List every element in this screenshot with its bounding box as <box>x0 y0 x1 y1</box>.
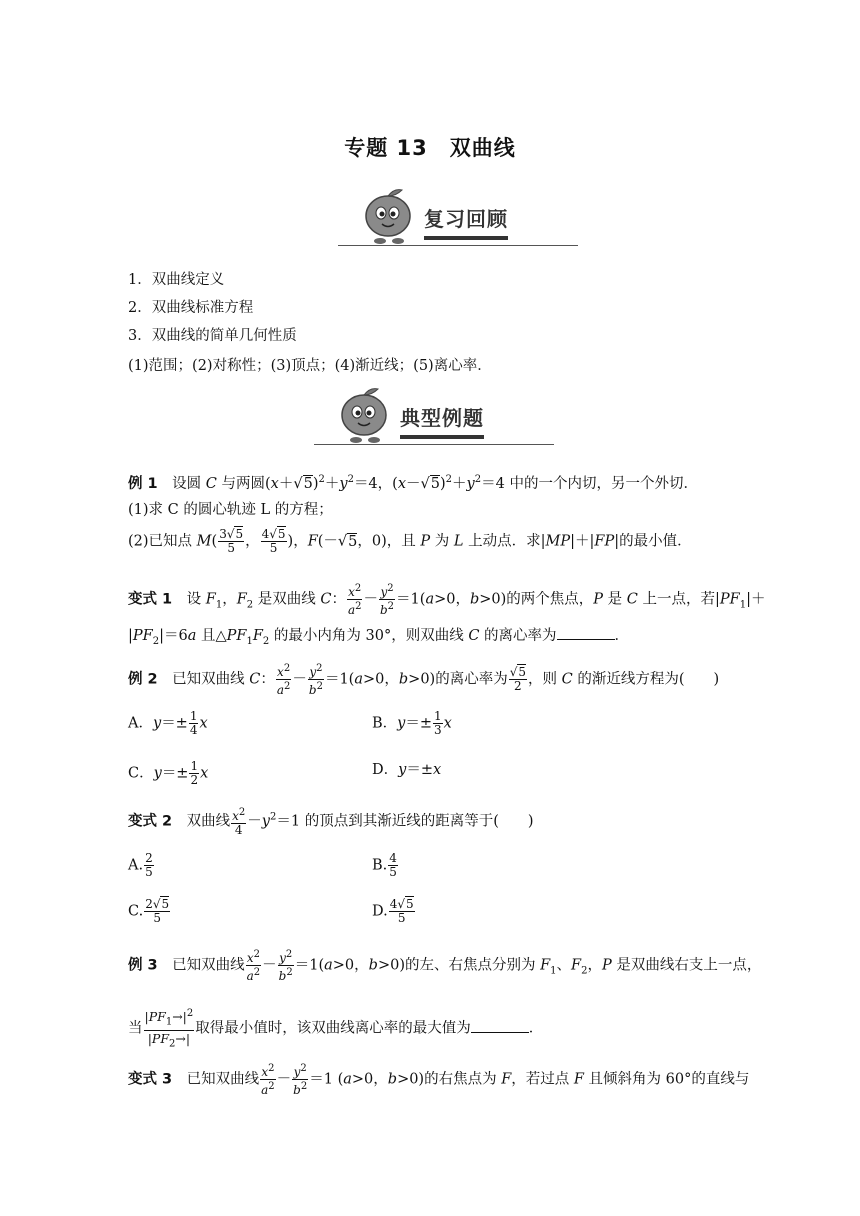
example-1-part-1: (1)求 C 的圆心轨迹 L 的方程； <box>128 502 333 518</box>
variant-2-option-b[interactable]: B. $\frac{4}{5}$ <box>372 851 397 879</box>
variant-label: 变式 1 <box>128 591 173 608</box>
example-1-stem: 例 1 设圆 C 与两圆$(x+√5)^2+y^2=4$，$(x-√5)^2+y^2=4$ 中的一个内切，另一个外切． <box>128 474 698 492</box>
apple-mascot-icon <box>334 385 394 445</box>
apple-mascot-icon <box>358 186 418 246</box>
review-item: 3．双曲线的简单几何性质 <box>128 328 297 344</box>
example-label: 例 3 <box>128 957 158 974</box>
example-2-stem: 例 2 已知双曲线 C： $\frac{x^2}{a^2}$ － $\frac{y^2}{b^2}$ ＝1(a>0，b>0)的离心率为 $\frac{√5}{2}$ ，则 C 的渐近线方程为( ) <box>128 663 720 697</box>
example-1-part-2: (2)已知点 M( $\frac{3√5}{5}$ ， $\frac{4√5}{5}$ )，F(－√5，0)，且 P 为 L 上动点．求|MP|＋|FP|的最小值． <box>128 527 692 555</box>
variant-2-stem: 变式 2 双曲线 $\frac{x^2}{4}$ $-y^2=1$ 的顶点到其渐近线的距离等于( ) <box>128 807 534 837</box>
variant-1-stem: 变式 1 设 $F_1$，$F_2$ 是双曲线 C： $\frac{x^2}{a^2}$ － $\frac{y^2}{b^2}$ ＝1(a>0，b>0)的两个焦点，P 是 C 上一点，若$|PF_1|+$ <box>128 583 766 617</box>
example-label: 例 1 <box>128 475 158 492</box>
review-item: 2．双曲线标准方程 <box>128 300 254 316</box>
example-2-option-d[interactable]: D．y＝±x <box>372 762 442 778</box>
page-title: 专题 13 双曲线 <box>344 136 516 160</box>
variant-2-option-a[interactable]: A. $\frac{2}{5}$ <box>128 851 153 879</box>
example-2-option-c[interactable]: C．y＝± $\frac{1}{2}$ x <box>128 759 209 787</box>
example-3-stem-cont: 当 $\frac{|PF_1\to|^2}{|PF_2\to|}$ 取得最小值时，该双曲线离心率的最大值为 ． <box>128 1008 544 1050</box>
review-item: 1．双曲线定义 <box>128 272 225 288</box>
example-2-option-b[interactable]: B．y＝± $\frac{1}{3}$ x <box>372 709 452 737</box>
review-item: (1)范围；(2)对称性；(3)顶点；(4)渐近线；(5)离心率． <box>128 358 492 374</box>
example-label: 例 2 <box>128 671 158 688</box>
variant-2-option-d[interactable]: D. $\frac{4√5}{5}$ <box>372 897 414 925</box>
example-3-stem: 例 3 已知双曲线 $\frac{x^2}{a^2}$ － $\frac{y^2}{b^2}$ ＝1(a>0，b>0)的左、右焦点分别为 $F_1$、$F_2$，P 是双曲线右支上一点， <box>128 949 762 983</box>
variant-1-stem-cont: $|PF_2|=6a$ 且$\triangle PF_1F_2$ 的最小内角为 30°，则双曲线 C 的离心率为 ． <box>128 628 630 647</box>
review-banner-label: 复习回顾 <box>424 203 508 240</box>
review-banner <box>338 186 578 246</box>
variant-2-option-c[interactable]: C. $\frac{2√5}{5}$ <box>128 897 170 925</box>
examples-banner <box>314 385 554 445</box>
variant-label: 变式 2 <box>128 813 173 830</box>
examples-banner-label: 典型例题 <box>400 402 484 439</box>
variant-label: 变式 3 <box>128 1071 173 1088</box>
example-2-option-a[interactable]: A．y＝± $\frac{1}{4}$ x <box>128 709 208 737</box>
variant-3-stem: 变式 3 已知双曲线 $\frac{x^2}{a^2}$ － $\frac{y^2}{b^2}$ ＝1 (a>0，b>0)的右焦点为 F，若过点 F 且倾斜角为 60°的直线与 <box>128 1063 750 1097</box>
